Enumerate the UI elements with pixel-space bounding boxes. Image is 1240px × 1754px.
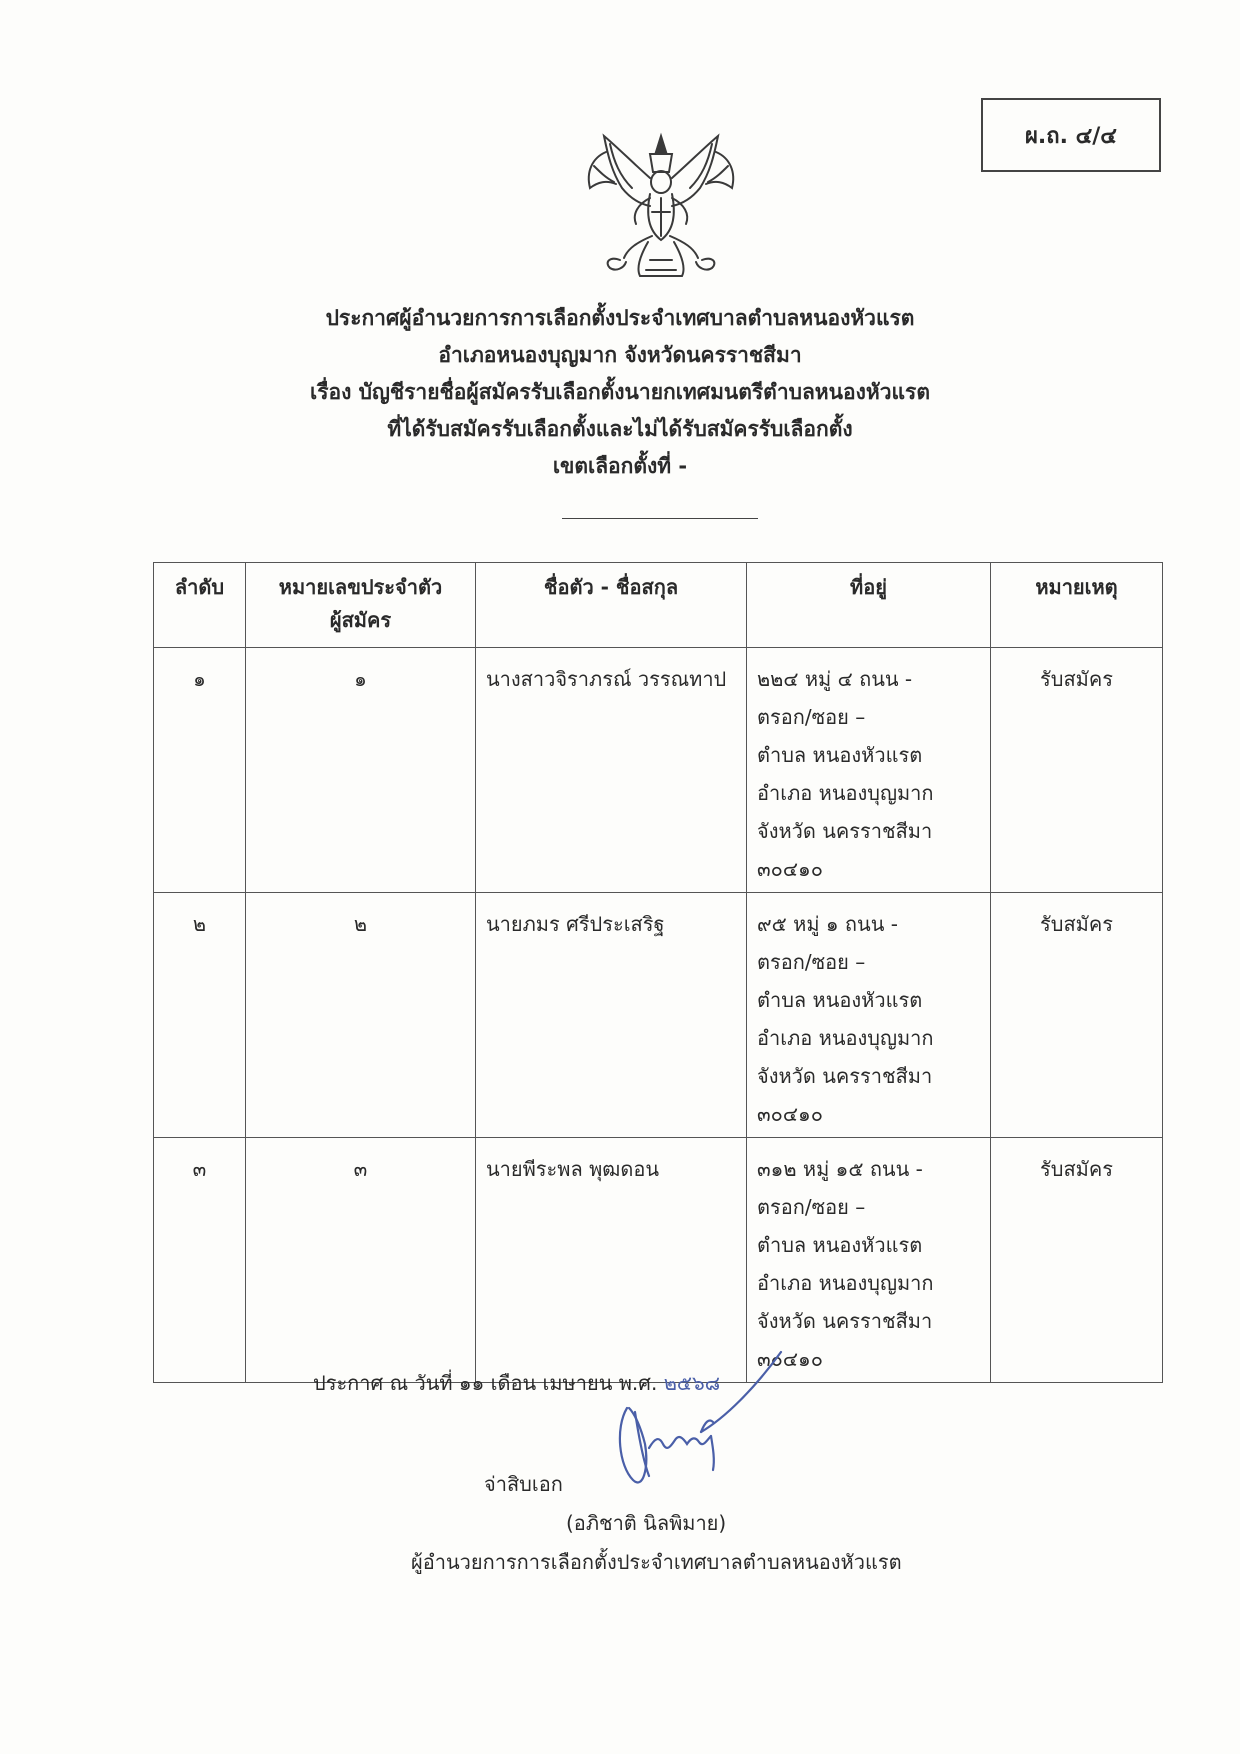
signer-title: ผู้อำนวยการการเลือกตั้งประจำเทศบาลตำบลหนองหัวแรต xyxy=(411,1550,902,1574)
address-line: ตรอก/ซอย – xyxy=(757,950,866,974)
garuda-emblem-icon xyxy=(580,132,742,280)
cell-name: นายภมร ศรีประเสริฐ xyxy=(476,893,747,1138)
col-header-name: ชื่อตัว - ชื่อสกุล xyxy=(476,563,747,648)
address-line: ๓๑๒ หมู่ ๑๕ ถนน - xyxy=(757,1157,923,1181)
address-line: อำเภอ หนองบุญมาก xyxy=(757,1271,934,1295)
cell-name: นายพีระพล พุฒดอน xyxy=(476,1138,747,1383)
cell-name: นางสาวจิราภรณ์ วรรณทาป xyxy=(476,648,747,893)
cell-number: ๒ xyxy=(246,893,476,1138)
header-line-4: ที่ได้รับสมัครรับเลือกตั้งและไม่ได้รับสมัครรับเลือกตั้ง xyxy=(387,417,853,441)
signer-name: (อภิชาติ นิลพิมาย) xyxy=(566,1511,727,1535)
signer-rank: จ่าสิบเอก xyxy=(484,1472,563,1496)
address-line: ๓๐๔๑๐ xyxy=(757,857,823,881)
cell-order: ๒ xyxy=(154,893,246,1138)
address-line: ๒๒๔ หมู่ ๔ ถนน - xyxy=(757,667,913,691)
cell-number: ๑ xyxy=(246,648,476,893)
address-line: ๓๐๔๑๐ xyxy=(757,1102,823,1126)
address-line: ตรอก/ซอย – xyxy=(757,1195,866,1219)
address-line: ๙๕ หมู่ ๑ ถนน - xyxy=(757,912,898,936)
address-line: จังหวัด นครราชสีมา xyxy=(757,1064,933,1088)
header-line-5: เขตเลือกตั้งที่ - xyxy=(552,454,688,478)
address-line: ตำบล หนองหัวแรต xyxy=(757,1233,923,1257)
col-header-number-line1: หมายเลขประจำตัว xyxy=(278,575,443,599)
address-line: อำเภอ หนองบุญมาก xyxy=(757,1026,934,1050)
cell-remark: รับสมัคร xyxy=(991,893,1163,1138)
header-line-3: เรื่อง บัญชีรายชื่อผู้สมัครรับเลือกตั้งนายกเทศมนตรีตำบลหนองหัวแรต xyxy=(310,380,930,404)
date-year: ๒๕๖๘ xyxy=(663,1371,721,1395)
table-row xyxy=(154,648,1163,893)
address-line: จังหวัด นครราชสีมา xyxy=(757,1309,933,1333)
col-header-remark: หมายเหตุ xyxy=(991,563,1163,648)
address-line: อำเภอ หนองบุญมาก xyxy=(757,781,934,805)
cell-address xyxy=(747,648,991,893)
cell-order: ๑ xyxy=(154,648,246,893)
cell-address xyxy=(747,1138,991,1383)
form-code-box xyxy=(981,98,1161,172)
announcement-header xyxy=(200,300,1040,485)
form-code: ผ.ถ. ๔/๔ xyxy=(1025,123,1117,149)
cell-order: ๓ xyxy=(154,1138,246,1383)
table-row xyxy=(154,1138,1163,1383)
cell-remark: รับสมัคร xyxy=(991,648,1163,893)
header-divider xyxy=(562,518,758,519)
address-line: ๓๐๔๑๐ xyxy=(757,1347,823,1371)
header-line-2: อำเภอหนองบุญมาก จังหวัดนครราชสีมา xyxy=(438,343,802,367)
col-header-number-line2: ผู้สมัคร xyxy=(329,608,392,632)
cell-number: ๓ xyxy=(246,1138,476,1383)
header-line-1: ประกาศผู้อำนวยการการเลือกตั้งประจำเทศบาลตำบลหนองหัวแรต xyxy=(325,306,915,330)
address-line: ตำบล หนองหัวแรต xyxy=(757,743,923,767)
cell-address xyxy=(747,893,991,1138)
address-line: ตำบล หนองหัวแรต xyxy=(757,988,923,1012)
col-header-order: ลำดับ xyxy=(154,563,246,648)
address-line: จังหวัด นครราชสีมา xyxy=(757,819,933,843)
signature-icon xyxy=(605,1348,785,1498)
col-header-address: ที่อยู่ xyxy=(747,563,991,648)
candidate-table xyxy=(153,562,1163,1383)
table-header-row xyxy=(154,563,1163,648)
date-text: ประกาศ ณ วันที่ ๑๑ เดือน เมษายน พ.ศ. xyxy=(313,1371,658,1395)
cell-remark: รับสมัคร xyxy=(991,1138,1163,1383)
address-line: ตรอก/ซอย – xyxy=(757,705,866,729)
table-row xyxy=(154,893,1163,1138)
col-header-number xyxy=(246,563,476,648)
